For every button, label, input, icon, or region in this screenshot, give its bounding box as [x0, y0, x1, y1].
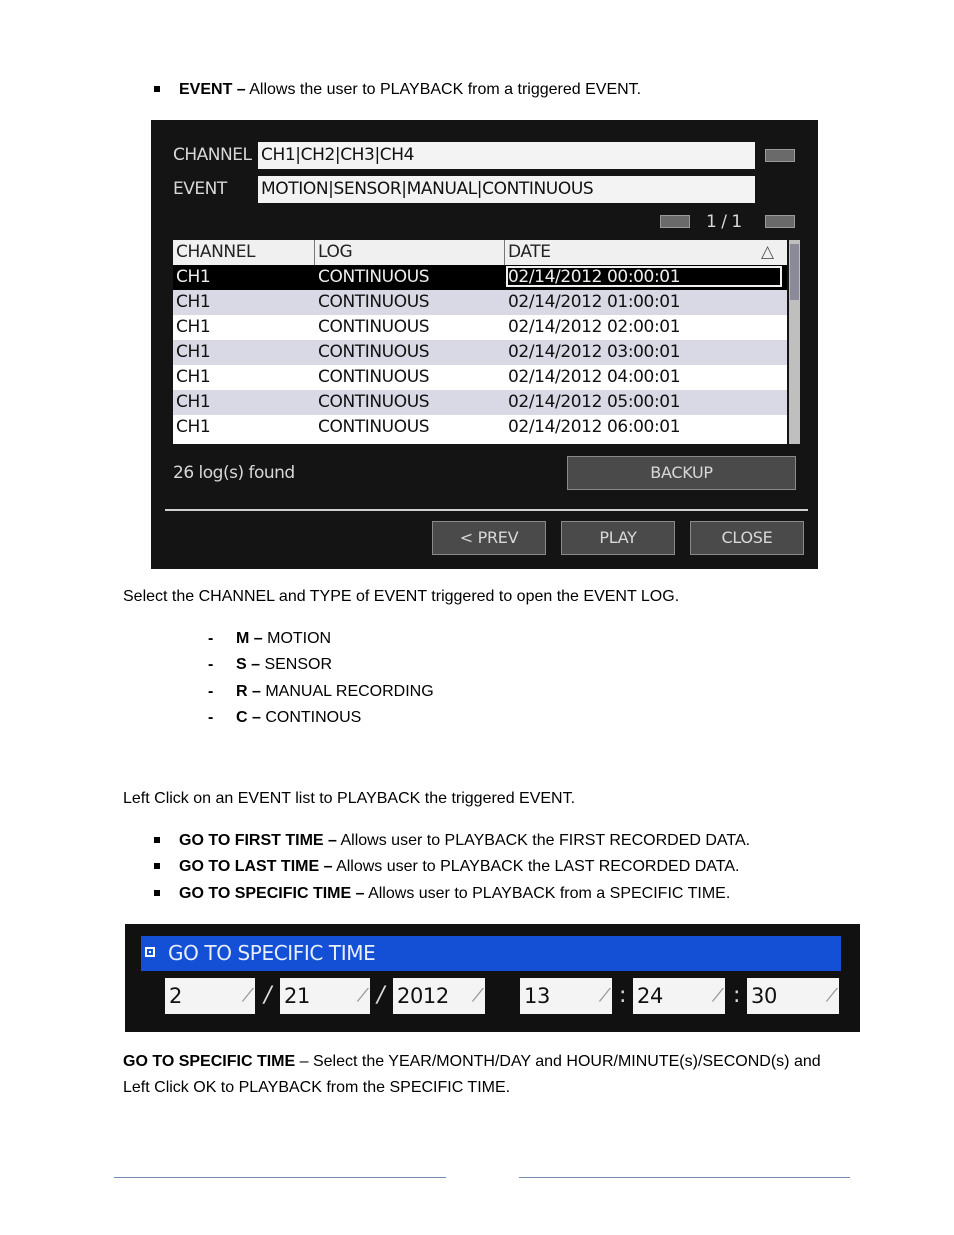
row-channel: CH1 — [176, 392, 211, 412]
row-channel: CH1 — [176, 342, 211, 362]
close-button[interactable]: CLOSE — [690, 521, 804, 555]
edit-icon: ⁄ — [716, 985, 719, 1006]
bullet-marker — [154, 837, 160, 843]
hour-value: 13 — [524, 984, 550, 1008]
scroll-thumb[interactable] — [790, 244, 799, 300]
hour-field[interactable] — [520, 978, 612, 1014]
date-separator: / — [264, 983, 272, 1008]
month-value: 2 — [169, 984, 182, 1008]
event-type-key: M – — [236, 630, 263, 647]
row-date: 02/14/2012 01:00:01 — [508, 292, 681, 312]
row-date: 02/14/2012 04:00:01 — [508, 367, 681, 387]
row-log: CONTINUOUS — [318, 417, 430, 437]
divider — [165, 509, 808, 511]
row-date: 02/14/2012 00:00:01 — [508, 267, 681, 287]
event-type-key: R – — [236, 683, 261, 700]
page-next-icon[interactable] — [765, 215, 795, 228]
channel-label: CHANNEL — [173, 145, 252, 165]
channel-select-button[interactable] — [765, 149, 795, 162]
edit-icon: ⁄ — [603, 985, 606, 1006]
time-separator: : — [733, 983, 741, 1008]
event-type-value: MANUAL RECORDING — [260, 683, 434, 700]
table-row[interactable] — [173, 365, 787, 390]
description-line2: Left Click OK to PLAYBACK from the SPECIFIC TIME. — [123, 1079, 511, 1096]
table-row[interactable] — [173, 415, 787, 440]
dash-marker: - — [208, 630, 214, 647]
event-type-value: CONTINOUS — [260, 709, 362, 726]
table-row[interactable] — [173, 390, 787, 415]
row-channel: CH1 — [176, 367, 211, 387]
edit-icon: ⁄ — [830, 985, 833, 1006]
event-type-item — [236, 708, 361, 728]
goto-last-bullet — [179, 857, 739, 877]
event-type-key: S – — [236, 656, 261, 673]
table-header — [173, 240, 787, 265]
day-value: 21 — [284, 984, 310, 1008]
event-type-value: SENSOR — [260, 656, 333, 673]
row-log: CONTINUOUS — [318, 342, 430, 362]
specific-time-term: GO TO SPECIFIC TIME — [123, 1053, 296, 1070]
table-row[interactable] — [173, 315, 787, 340]
column-channel[interactable]: CHANNEL — [176, 242, 256, 262]
event-type-key: C – — [236, 709, 261, 726]
event-term: EVENT – — [179, 81, 246, 98]
event-desc: Allows the user to PLAYBACK from a triggered EVENT. — [245, 81, 642, 98]
sort-icon[interactable]: △ — [761, 242, 774, 262]
row-channel: CH1 — [176, 317, 211, 337]
dash-marker: - — [208, 683, 214, 700]
row-log: CONTINUOUS — [318, 367, 430, 387]
goto-first-bullet — [179, 831, 750, 851]
specific-time-option[interactable] — [141, 936, 841, 971]
column-date[interactable]: DATE — [508, 242, 551, 262]
footer-rule-right — [519, 1177, 850, 1178]
play-button[interactable]: PLAY — [561, 521, 675, 555]
table-scrollbar[interactable] — [789, 240, 800, 444]
goto-desc: Allows user to PLAYBACK from a SPECIFIC TIME. — [364, 885, 731, 902]
backup-button[interactable]: BACKUP — [567, 456, 796, 490]
goto-specific-bullet — [179, 884, 730, 904]
row-date: 02/14/2012 03:00:01 — [508, 342, 681, 362]
row-channel: CH1 — [176, 267, 211, 287]
goto-term: GO TO SPECIFIC TIME – — [179, 885, 365, 902]
page-indicator: 1 / 1 — [706, 212, 742, 232]
table-row[interactable] — [173, 290, 787, 315]
page-prev-icon[interactable] — [660, 215, 690, 228]
goto-term: GO TO FIRST TIME – — [179, 832, 337, 849]
row-channel: CH1 — [176, 292, 211, 312]
event-bullet-text — [179, 80, 641, 100]
specific-time-description — [123, 1052, 821, 1072]
event-type-item — [236, 629, 331, 649]
year-field[interactable] — [393, 978, 485, 1014]
select-instruction: Select the CHANNEL and TYPE of EVENT triggered to open the EVENT LOG. — [123, 588, 680, 605]
edit-icon: ⁄ — [476, 985, 479, 1006]
goto-desc: Allows user to PLAYBACK the LAST RECORDED DATA. — [332, 858, 740, 875]
event-type-value: MOTION — [262, 630, 332, 647]
event-type-item — [236, 655, 332, 675]
row-log: CONTINUOUS — [318, 267, 430, 287]
second-field[interactable] — [747, 978, 839, 1014]
event-log-table — [173, 240, 787, 444]
day-field[interactable] — [280, 978, 370, 1014]
goto-desc: Allows user to PLAYBACK the FIRST RECORDED DATA. — [336, 832, 751, 849]
channel-field[interactable]: CH1|CH2|CH3|CH4 — [258, 142, 755, 169]
radio-icon[interactable] — [145, 947, 155, 957]
time-separator: : — [619, 983, 627, 1008]
table-row[interactable] — [173, 265, 787, 290]
logs-found-count: 26 log(s) found — [173, 463, 295, 483]
edit-icon: ⁄ — [361, 985, 364, 1006]
bullet-marker — [154, 890, 160, 896]
bullet-marker — [154, 86, 160, 92]
date-separator: / — [377, 983, 385, 1008]
row-date: 02/14/2012 06:00:01 — [508, 417, 681, 437]
dash-marker: - — [208, 709, 214, 726]
row-date: 02/14/2012 02:00:01 — [508, 317, 681, 337]
goto-term: GO TO LAST TIME – — [179, 858, 333, 875]
edit-icon: ⁄ — [246, 985, 249, 1006]
row-channel: CH1 — [176, 417, 211, 437]
year-value: 2012 — [397, 984, 449, 1008]
specific-time-panel — [125, 924, 860, 1032]
footer-rule-left — [114, 1177, 446, 1178]
row-log: CONTINUOUS — [318, 292, 430, 312]
event-type-item — [236, 682, 434, 702]
event-search-dialog — [151, 120, 818, 569]
column-log[interactable]: LOG — [318, 242, 353, 262]
row-log: CONTINUOUS — [318, 392, 430, 412]
table-row[interactable] — [173, 340, 787, 365]
row-date: 02/14/2012 05:00:01 — [508, 392, 681, 412]
minute-field[interactable] — [633, 978, 725, 1014]
minute-value: 24 — [637, 984, 663, 1008]
event-label: EVENT — [173, 179, 227, 199]
left-click-instruction: Left Click on an EVENT list to PLAYBACK the triggered EVENT. — [123, 790, 576, 807]
specific-time-title: GO TO SPECIFIC TIME — [168, 941, 376, 965]
month-field[interactable] — [165, 978, 255, 1014]
description-line1: – Select the YEAR/MONTH/DAY and HOUR/MINUTE(s)/SECOND(s) and — [295, 1053, 821, 1070]
second-value: 30 — [751, 984, 777, 1008]
bullet-marker — [154, 863, 160, 869]
event-type-field[interactable]: MOTION|SENSOR|MANUAL|CONTINUOUS — [258, 176, 755, 203]
prev-button[interactable]: < PREV — [432, 521, 546, 555]
dash-marker: - — [208, 656, 214, 673]
row-log: CONTINUOUS — [318, 317, 430, 337]
